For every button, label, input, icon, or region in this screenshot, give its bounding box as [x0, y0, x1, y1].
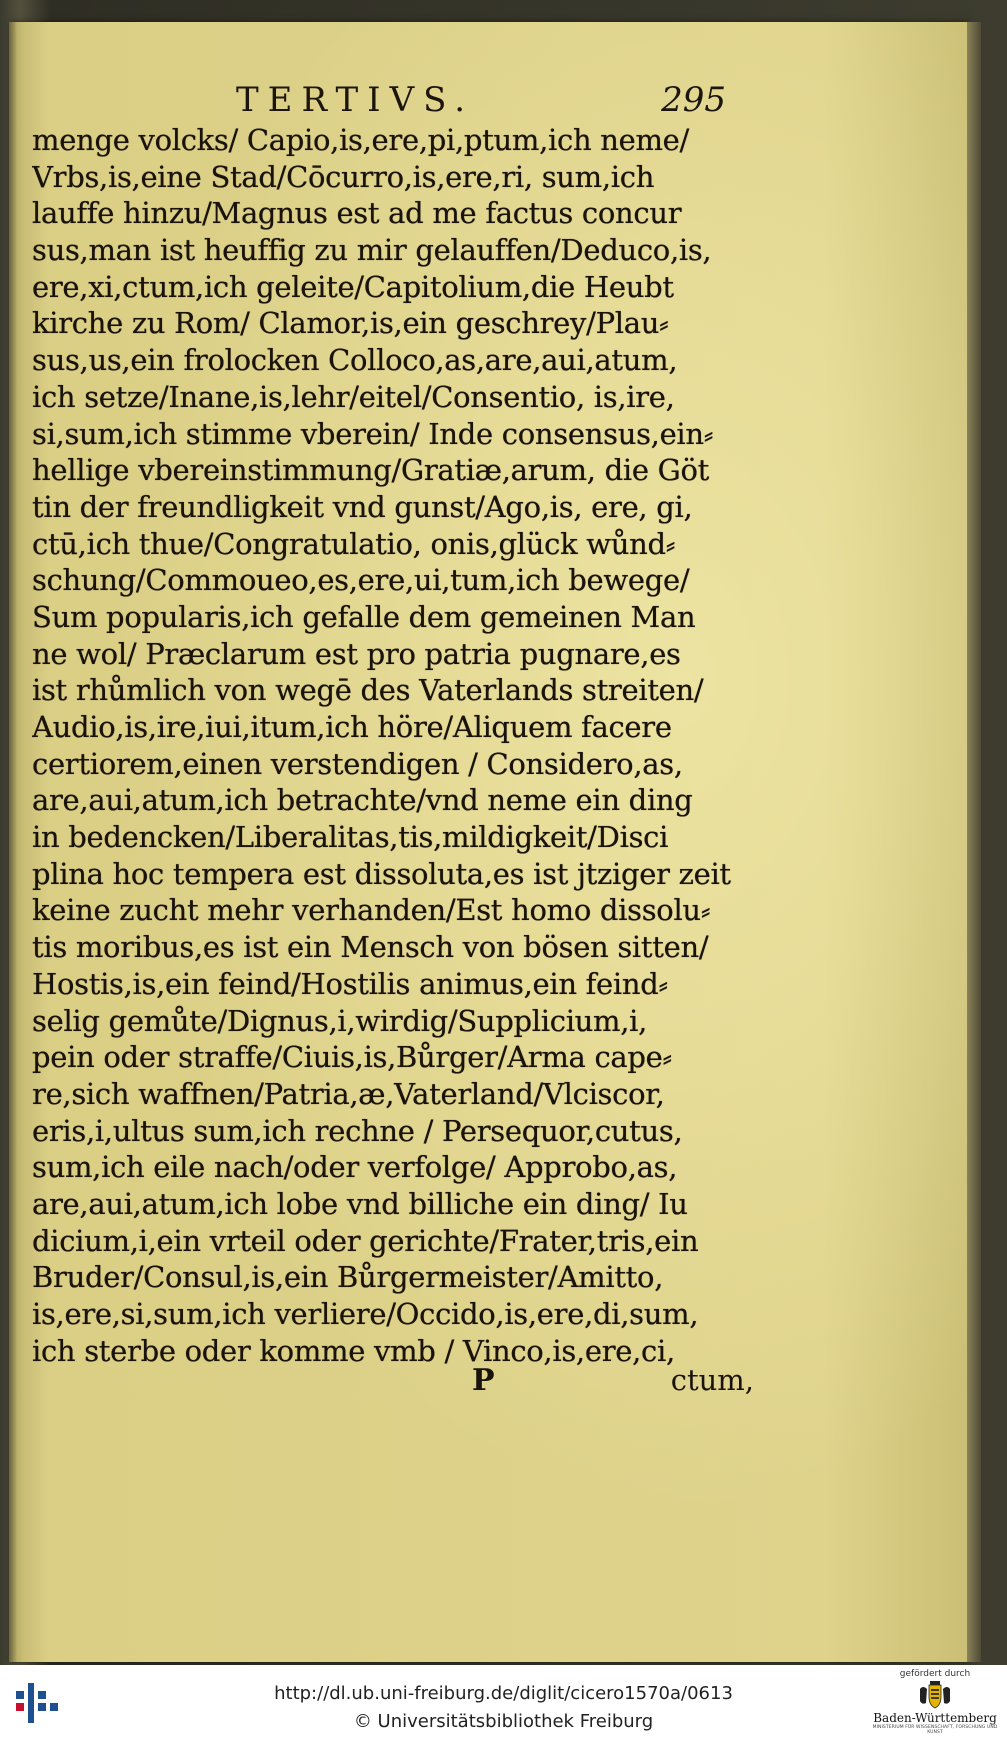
sponsor-logo[interactable] — [870, 1669, 1000, 1737]
text-line: sum,ich eile nach/oder verfolge/ Approbo,as, — [32, 1150, 678, 1185]
sponsor-name: Baden-Württemberg — [873, 1711, 997, 1725]
text-line: selig gemůte/Dignus,i,wirdig/Supplicium,i, — [32, 1003, 648, 1038]
text-line: Vrbs,is,eine Stad/Cōcurro,is,ere,ri, sum,ich — [32, 159, 655, 194]
text-line: Bruder/Consul,is,ein Bůrgermeister/Amitto, — [32, 1260, 664, 1295]
page-number: 295 — [661, 80, 726, 120]
text-line: is,ere,si,sum,ich verliere/Occido,is,ere,di,sum, — [32, 1297, 699, 1331]
text-line: are,aui,atum,ich betrachte/vnd neme ein ding — [32, 783, 693, 818]
text-line: dicium,i,ein vrteil oder gerichte/Frater,tris,ein — [32, 1223, 699, 1258]
signature-mark: P — [472, 1363, 495, 1398]
page-footer-line — [32, 1363, 754, 1403]
text-line: Sum popularis,ich gefalle dem gemeinen Man — [32, 599, 696, 634]
text-line: sus,us,ein frolocken Colloco,as,are,aui,atum, — [32, 343, 678, 378]
text-line: tin der freundligkeit vnd gunst/Ago,is, ere, gi, — [32, 489, 693, 524]
text-line: ne wol/ Præclarum est pro patria pugnare,es — [32, 636, 681, 671]
text-line: re,sich waffnen/Patria,æ,Vaterland/Vlciscor, — [32, 1076, 665, 1111]
text-line: tis moribus,es ist ein Mensch von bösen sitten/ — [32, 930, 709, 965]
coat-of-arms-icon — [916, 1681, 954, 1711]
text-line: schung/Commoueo,es,ere,ui,tum,ich bewege/ — [32, 563, 690, 598]
text-line: ctū,ich thue/Congratulatio, onis,glück wůnd⸗ — [32, 526, 676, 561]
text-line: eris,i,ultus sum,ich rechne / Persequor,cutus, — [32, 1113, 683, 1148]
text-block — [32, 122, 754, 1369]
text-line: ich sterbe oder komme vmb / Vinco,is,ere,ci, — [32, 1333, 675, 1368]
sponsor-caption: gefördert durch — [899, 1669, 971, 1679]
text-line: ich setze/Inane,is,lehr/eitel/Consentio, is,ire, — [32, 379, 675, 414]
sponsor-subtitle: MINISTERIUM FÜR WISSENSCHAFT, FORSCHUNG UND KUNST — [872, 1725, 998, 1735]
text-line: certiorem,einen verstendigen / Considero,as, — [32, 746, 683, 781]
text-line: Audio,is,ire,iui,itum,ich höre/Aliquem facere — [32, 710, 672, 744]
permalink-url[interactable]: http://dl.ub.uni-freiburg.de/diglit/cicero1570a/0613 — [274, 1683, 733, 1704]
text-line: kirche zu Rom/ Clamor,is,ein geschrey/Plau⸗ — [32, 306, 669, 341]
text-line: in bedencken/Liberalitas,tis,mildigkeit/Disci — [32, 820, 669, 855]
text-line: Hostis,is,ein feind/Hostilis animus,ein feind⸗ — [32, 966, 668, 1001]
page-edge — [967, 22, 981, 1662]
viewer-footer — [0, 1665, 1007, 1740]
text-line: ere,xi,ctum,ich geleite/Capitolium,die Heubt — [32, 269, 674, 304]
catchword: ctum, — [670, 1363, 754, 1397]
text-line: are,aui,atum,ich lobe vnd billiche ein ding/ Iu — [32, 1186, 688, 1221]
text-line: sus,man ist heuffig zu mir gelauffen/Deduco,is, — [32, 233, 712, 268]
text-line: hellige vbereinstimmung/Gratiæ,arum, die Göt — [32, 453, 709, 488]
running-head — [236, 80, 726, 120]
running-head-title: TERTIVS. — [236, 80, 475, 120]
text-line: keine zucht mehr verhanden/Est homo dissolu⸗ — [32, 893, 711, 928]
text-line: plina hoc tempera est dissoluta,es ist jtziger zeit — [32, 856, 731, 891]
text-line: ist rhůmlich von wegē des Vaterlands streiten/ — [32, 673, 704, 708]
text-line: si,sum,ich stimme vberein/ Inde consensus,ein⸗ — [32, 416, 714, 451]
text-line: menge volcks/ Capio,is,ere,pi,ptum,ich neme/ — [32, 123, 690, 157]
text-line: pein oder straffe/Ciuis,is,Bůrger/Arma cape⸗ — [32, 1040, 672, 1075]
copyright-notice: © Universitätsbibliothek Freiburg — [353, 1711, 654, 1732]
text-line: lauffe hinzu/Magnus est ad me factus concur — [32, 196, 682, 231]
